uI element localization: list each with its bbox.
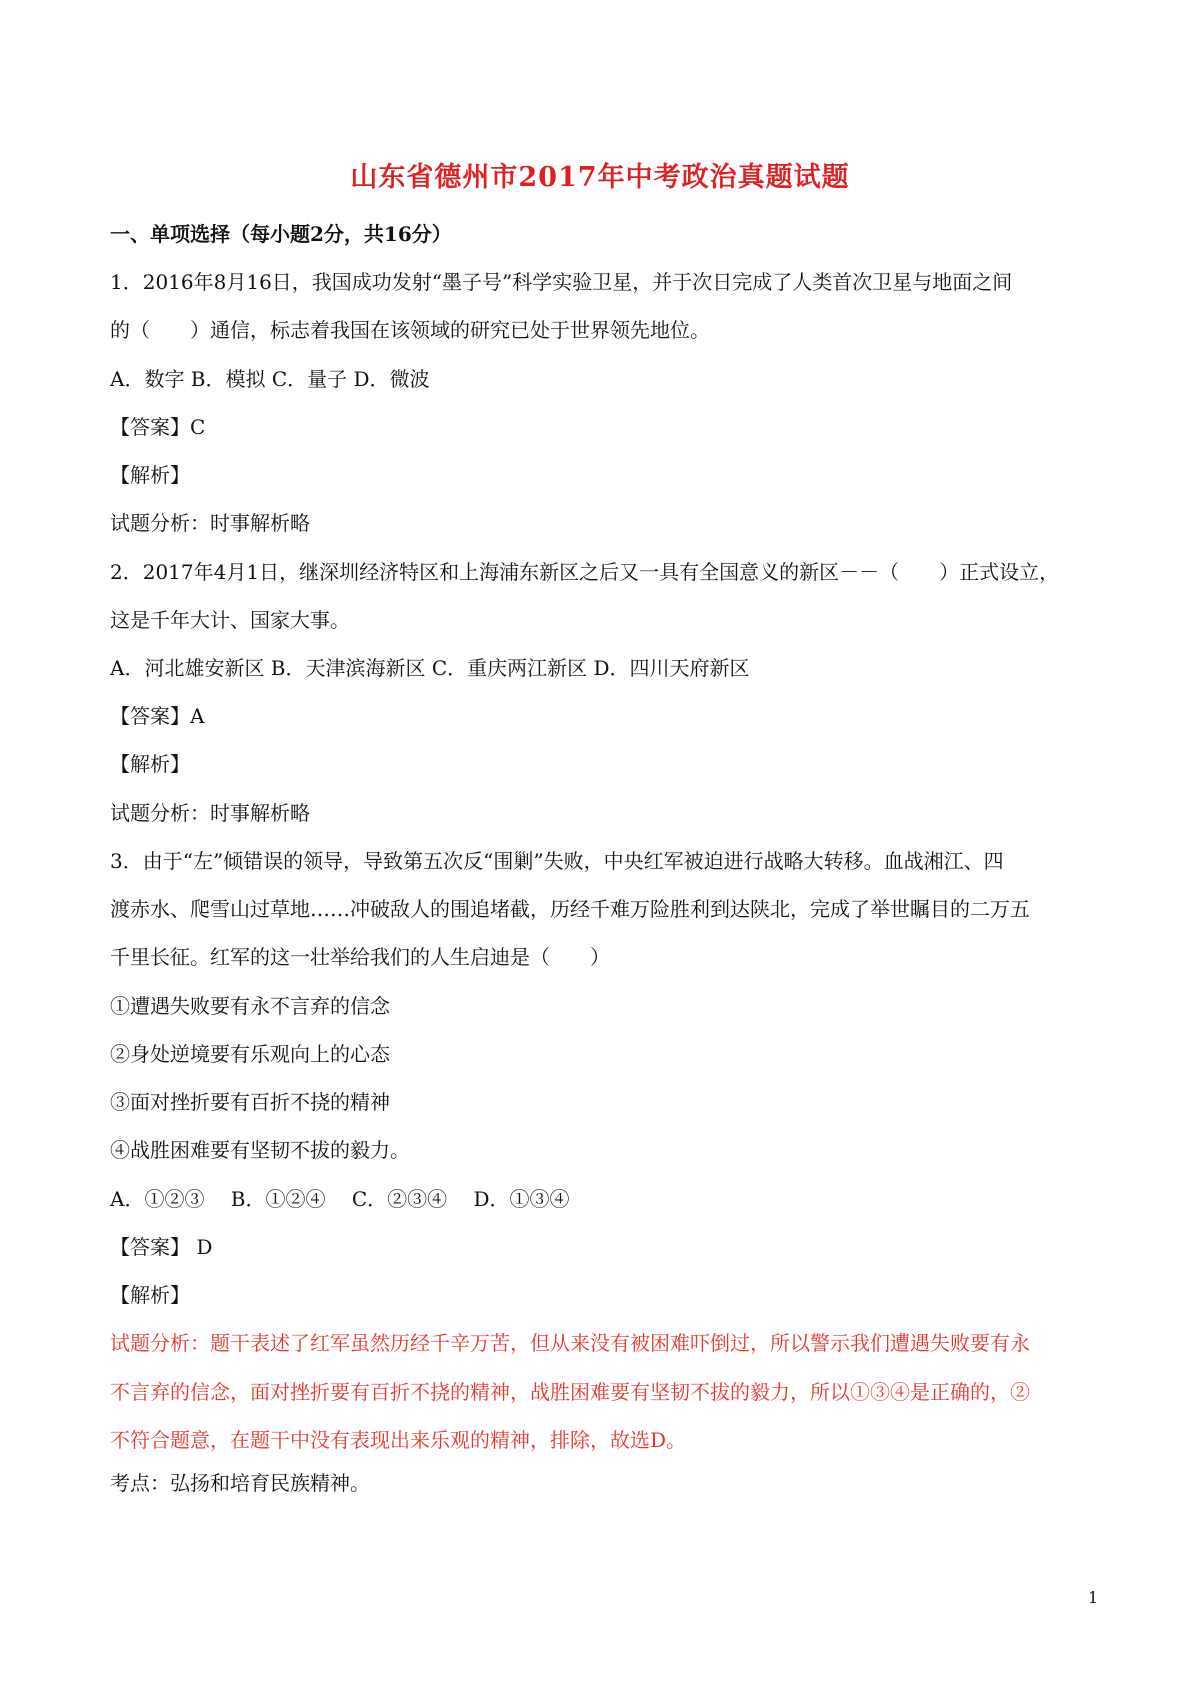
q1-answer: 【答案】C — [110, 415, 206, 439]
q1-stem-line-1: 1．2016年8月16日，我国成功发射“墨子号”科学实验卫星，并于次日完成了人类首次卫星与地面之间 — [110, 270, 1013, 294]
q3-kaodian: 考点：弘扬和培育民族精神。 — [110, 1471, 370, 1495]
q3-item-4: ④战胜困难要有坚韧不拔的毅力。 — [110, 1138, 410, 1162]
q1-options: A．数字 B．模拟 C．量子 D．微波 — [110, 367, 430, 391]
q3-analysis-line-1: 试题分析：题干表述了红军虽然历经千辛万苦，但从来没有被困难吓倒过，所以警示我们遭遇失败要有永 — [110, 1331, 1030, 1355]
q3-stem-line-1: 3．由于“左”倾错误的领导，导致第五次反“围剿”失败，中央红军被迫进行战略大转移。血战湘江、四 — [110, 849, 1004, 873]
q3-item-2: ②身处逆境要有乐观向上的心态 — [110, 1042, 390, 1066]
q3-options: A．①②③ B．①②④ C．②③④ D．①③④ — [110, 1187, 570, 1211]
q2-analysis-label: 【解析】 — [110, 752, 190, 776]
page-number: 1 — [1088, 1588, 1099, 1607]
q3-answer: 【答案】 D — [110, 1235, 213, 1259]
q2-stem-line-1: 2．2017年4月1日，继深圳经济特区和上海浦东新区之后又一具有全国意义的新区－－（ ）正式设立， — [110, 560, 1060, 584]
section-heading: 一、单项选择（每小题2分，共16分） — [110, 222, 452, 246]
q3-item-3: ③面对挫折要有百折不挠的精神 — [110, 1090, 390, 1114]
q2-answer: 【答案】A — [110, 704, 205, 728]
q3-stem-line-3: 千里长征。红军的这一壮举给我们的人生启迪是（ ） — [110, 945, 610, 969]
q1-analysis-label: 【解析】 — [110, 463, 190, 487]
q3-item-1: ①遭遇失败要有永不言弃的信念 — [110, 994, 390, 1018]
page-title: 山东省德州市2017年中考政治真题试题 — [350, 162, 850, 193]
q1-stem-line-2: 的（ ）通信，标志着我国在该领域的研究已处于世界领先地位。 — [110, 318, 710, 342]
q3-stem-line-2: 渡赤水、爬雪山过草地……冲破敌人的围追堵截，历经千难万险胜利到达陕北，完成了举世瞩目的二万五 — [110, 897, 1030, 921]
q3-analysis-line-2: 不言弃的信念，面对挫折要有百折不挠的精神，战胜困难要有坚韧不拔的毅力，所以①③④是正确的，② — [110, 1380, 1030, 1404]
q3-analysis-line-3: 不符合题意，在题干中没有表现出来乐观的精神，排除，故选D。 — [110, 1428, 687, 1452]
q2-stem-line-2: 这是千年大计、国家大事。 — [110, 608, 350, 632]
q3-analysis-label: 【解析】 — [110, 1283, 190, 1307]
q2-options: A．河北雄安新区 B．天津滨海新区 C．重庆两江新区 D．四川天府新区 — [110, 656, 750, 680]
q1-analysis: 试题分析：时事解析略 — [110, 511, 310, 535]
q2-analysis: 试题分析：时事解析略 — [110, 801, 310, 825]
